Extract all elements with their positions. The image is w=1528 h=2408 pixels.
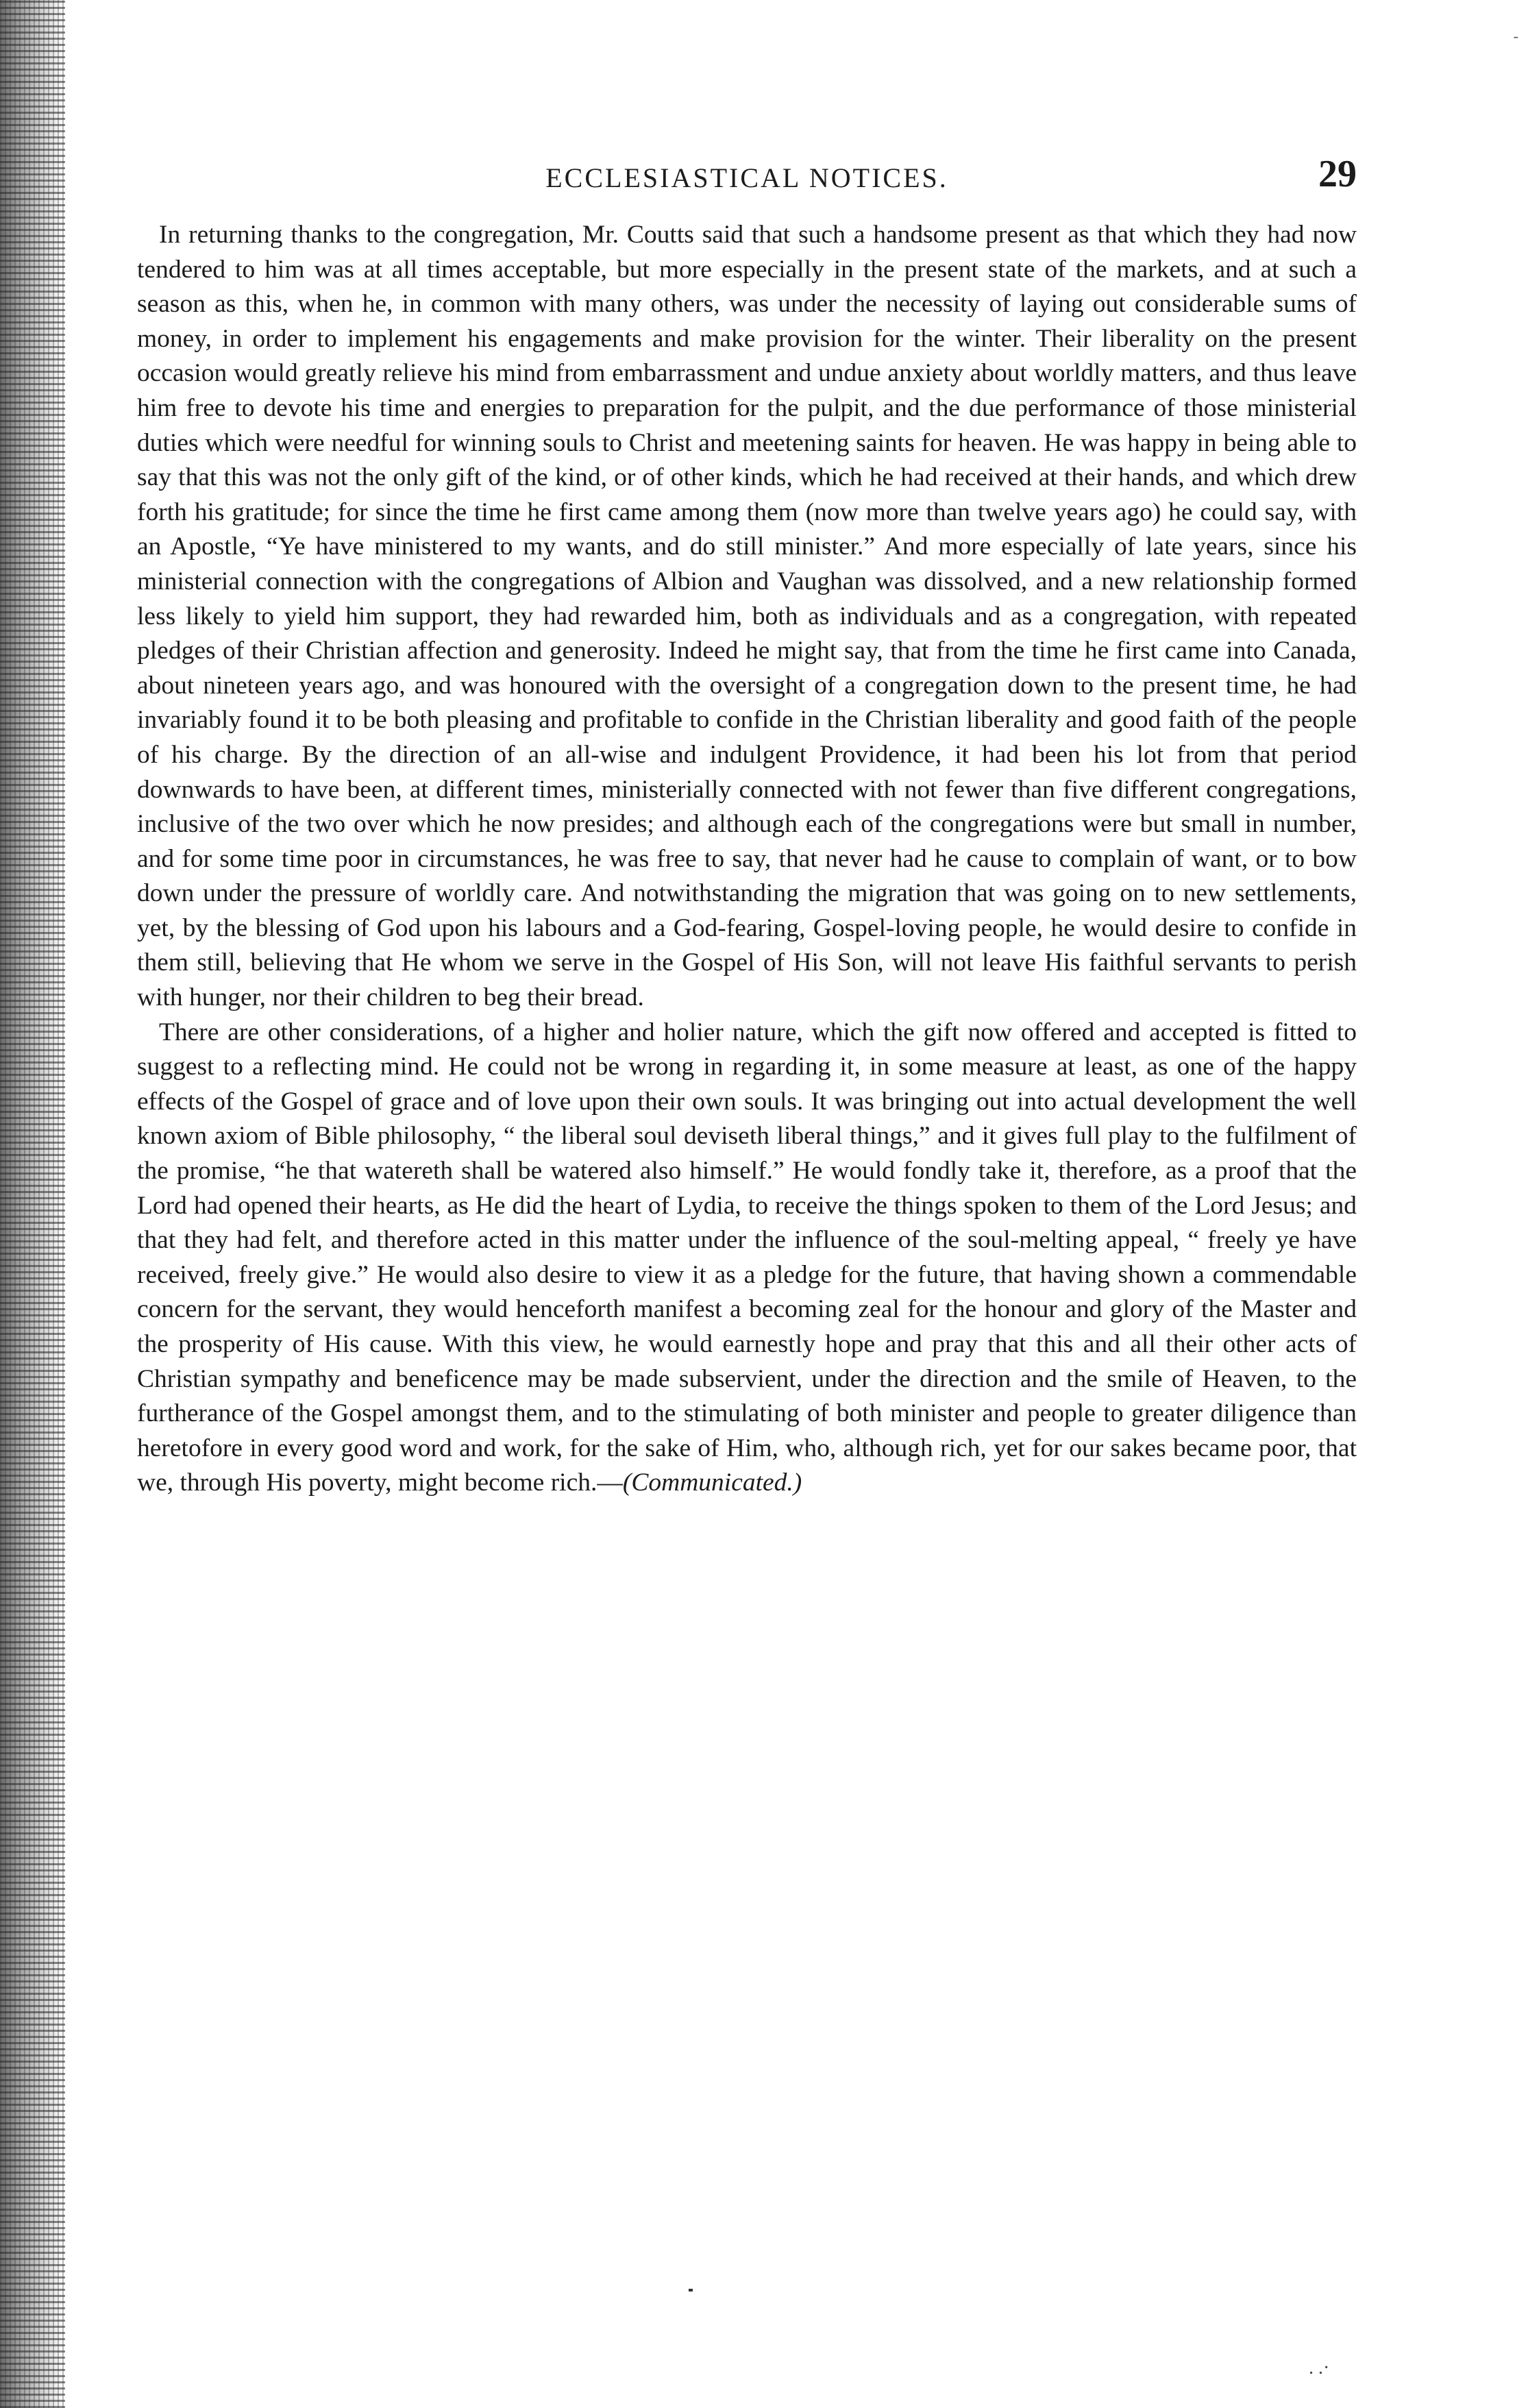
page-header: [137, 152, 1357, 200]
article-body: [137, 218, 1357, 1501]
top-right-mark: -: [1513, 27, 1518, 45]
binding-gutter-scan: [0, 0, 65, 2408]
running-head: ECCLESIASTICAL NOTICES.: [545, 162, 948, 193]
page-number: 29: [1318, 153, 1357, 195]
ink-speck: [689, 2289, 693, 2292]
bottom-right-specks: . .·: [1309, 2357, 1330, 2379]
paragraph-1: In returning thanks to the congregation, Mr. Coutts said that such a handsome present as that which they had now tendered to him was at all times acceptable, but more especially in the present state of the markets, and at such a season as this, when he, in common with many others, was under the necessity of laying out considerable sums of money, in order to implement his engagements and make provision for the winter. Their liberality on the present occasion would greatly relieve his mind from embarrassment and undue anxiety about worldly matters, and thus leave him free to devote his time and energies to preparation for the pulpit, and the due performance of those ministerial duties which were needful for winning souls to Christ and meetening saints for heaven. He was happy in being able to say that this was not the only gift of the kind, or of other kinds, which he had received at their hands, and which drew forth his gratitude; for since the time he first came among them (now more than twelve years ago) he could say, with an Apostle, “Ye have ministered to my wants, and do still minister.” And more especially of late years, since his ministerial connection with the congregations of Albion and Vaughan was dissolved, and a new relationship formed less likely to yield him support, they had rewarded him, both as individuals and as a congregation, with repeated pledges of their Christian affection and generosity. Indeed he might say, that from the time he first came into Canada, about nineteen years ago, and was honoured with the oversight of a congregation down to the present time, he had invariably found it to be both pleasing and profitable to confide in the Christian liberality and good faith of the people of his charge. By the direction of an all-wise and indulgent Providence, it had been his lot from that period downwards to have been, at different times, ministerially connected with not fewer than five different congregations, inclusive of the two over which he now presides; and although each of the congregations were but small in number, and for some time poor in circumstances, he was free to say, that never had he cause to complain of want, or to bow down under the pressure of worldly care. And notwithstanding the migration that was going on to new settlements, yet, by the blessing of God upon his labours and a God-fearing, Gospel-loving people, he would desire to confide in them still, believing that He whom we serve in the Gospel of His Son, will not leave His faithful servants to perish with hunger, nor their children to beg their bread.: [137, 221, 1357, 1012]
paragraph-2-text: There are other considerations, of a higher and holier nature, which the gift now offered and accepted is fitted to suggest to a reflecting mind. He could not be wrong in regarding it, in some measure at least, as one of the happy effects of the Gospel of grace and of love upon their own souls. It was bringing out into actual development the well known axiom of Bible philosophy, “ the liberal soul deviseth liberal things,” and it gives full play to the fulfilment of the promise, “he that watereth shall be watered also himself.” He would fondly take it, therefore, as a proof that the Lord had opened their hearts, as He did the heart of Lydia, to receive the things spoken to them of the Lord Jesus; and that they had felt, and therefore acted in this matter under the influence of the soul-melting appeal, “ freely ye have received, freely give.” He would also desire to view it as a pledge for the future, that having shown a commendable concern for the servant, they would henceforth manifest a becoming zeal for the honour and glory of the Master and the prosperity of His cause. With this view, he would earnestly hope and pray that this and all their other acts of Christian sympathy and beneficence may be made subservient, under the direction and the smile of Heaven, to the furtherance of the Gospel amongst them, and to the stimulating of both minister and people to greater diligence than heretofore in every good word and work, for the sake of Him, who, although rich, yet for our sakes became poor, that we, through His poverty, might become rich.—: [137, 1018, 1357, 1497]
paragraph-2: [137, 1016, 1357, 1501]
signature: (Communicated.): [622, 1469, 802, 1497]
